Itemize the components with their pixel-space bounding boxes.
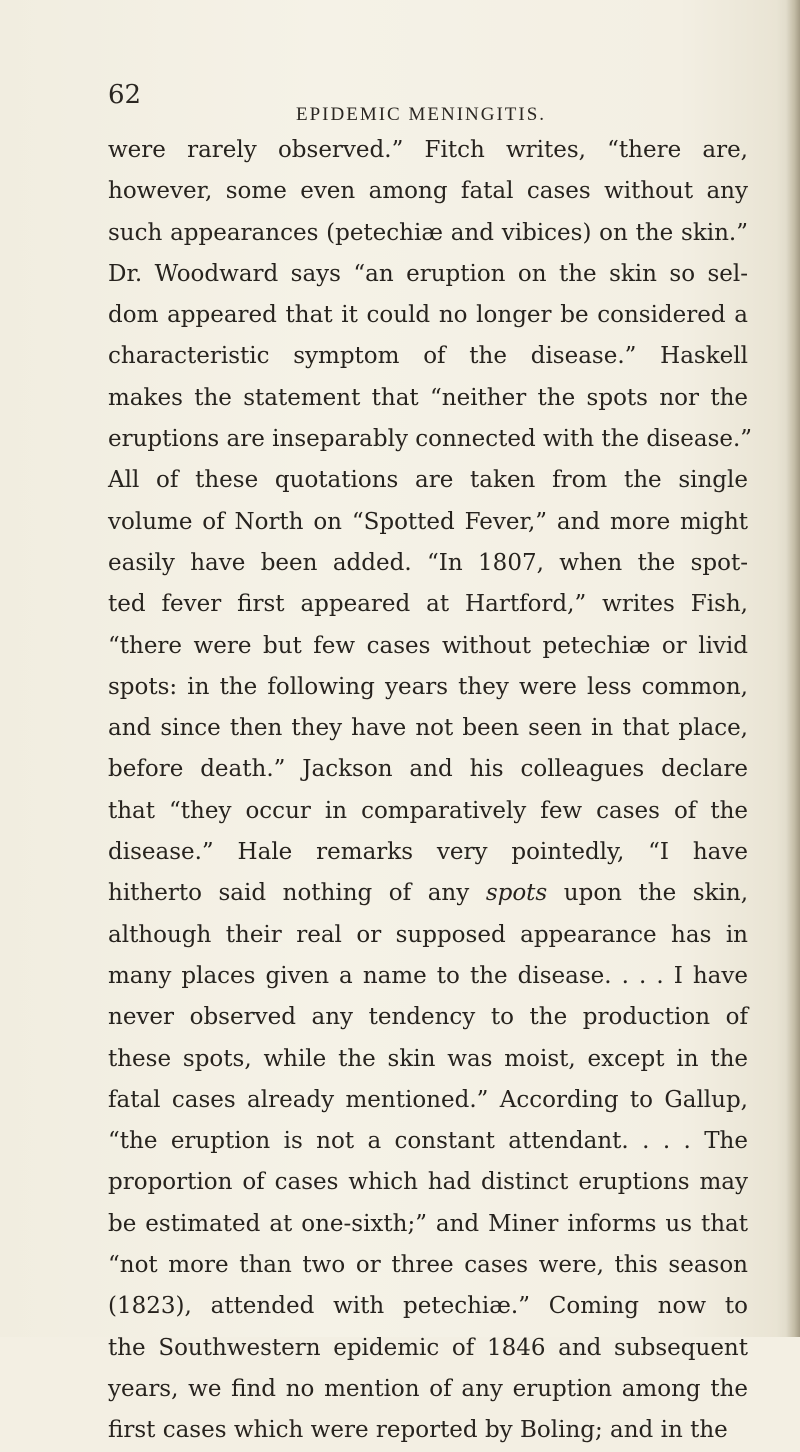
text-line-with-italic	[108, 873, 748, 914]
text-line: proportion of cases which had distinct eruptions may	[108, 1169, 748, 1196]
text-line: disease.” Hale remarks very pointedly, “I have	[108, 839, 748, 866]
text-line: years, we find no mention of any eruption among the	[108, 1375, 748, 1402]
text-line: (1823), attended with petechiæ.” Coming now to	[108, 1293, 748, 1320]
text-line: were rarely observed.” Fitch writes, “there are,	[108, 137, 748, 163]
text-line: many places given a name to the disease. . . . I have	[108, 962, 748, 989]
text-line: be estimated at one-sixth;” and Miner informs us that	[108, 1210, 748, 1237]
line-segment: hitherto said nothing of any	[108, 880, 470, 907]
text-line: these spots, while the skin was moist, except in the	[108, 1045, 748, 1072]
line-segment: upon the skin,	[563, 880, 748, 907]
text-line: “there were but few cases without petechiæ or livid	[108, 632, 748, 659]
text-line: fatal cases already mentioned.” According to Gallup,	[108, 1086, 748, 1113]
text-line: Dr. Woodward says “an eruption on the skin so sel-	[108, 260, 748, 287]
text-line: characteristic symptom of the disease.” Haskell	[108, 343, 748, 370]
text-line: before death.” Jackson and his colleagues declare	[108, 756, 748, 783]
text-line: volume of North on “Spotted Fever,” and more might	[108, 508, 748, 535]
text-line: that “they occur in comparatively few cases of the	[108, 797, 748, 824]
text-line: although their real or supposed appearance has in	[108, 921, 748, 948]
text-line: ted fever first appeared at Hartford,” writes Fish,	[108, 591, 748, 618]
text-line: however, some even among fatal cases without any	[108, 178, 748, 205]
text-line: dom appeared that it could no longer be considered a	[108, 302, 748, 329]
text-line: first cases which were reported by Boling; and in the	[108, 1417, 728, 1444]
page-number: 62	[108, 80, 142, 110]
text-line: “not more than two or three cases were, this season	[108, 1252, 748, 1279]
text-line: “the eruption is not a constant attendant. . . . The	[108, 1128, 748, 1155]
text-line: never observed any tendency to the production of	[108, 1004, 748, 1031]
text-line: easily have been added. “In 1807, when the spot-	[108, 549, 748, 576]
running-head: EPIDEMIC MENINGITIS.	[296, 104, 547, 125]
text-line: makes the statement that “neither the spots nor the	[108, 384, 748, 411]
text-line: and since then they have not been seen in that place,	[108, 715, 748, 742]
page-edge-shadow	[786, 0, 800, 1337]
text-line: the Southwestern epidemic of 1846 and subsequent	[108, 1334, 748, 1361]
text-line: All of these quotations are taken from the single	[108, 467, 748, 494]
italic-word: spots	[485, 880, 548, 907]
text-line: eruptions are inseparably connected with the disease.”	[108, 426, 753, 453]
body-paragraph	[108, 130, 753, 1452]
text-line: such appearances (petechiæ and vibices) on the skin.”	[108, 219, 748, 246]
text-line: spots: in the following years they were less common,	[108, 673, 748, 700]
